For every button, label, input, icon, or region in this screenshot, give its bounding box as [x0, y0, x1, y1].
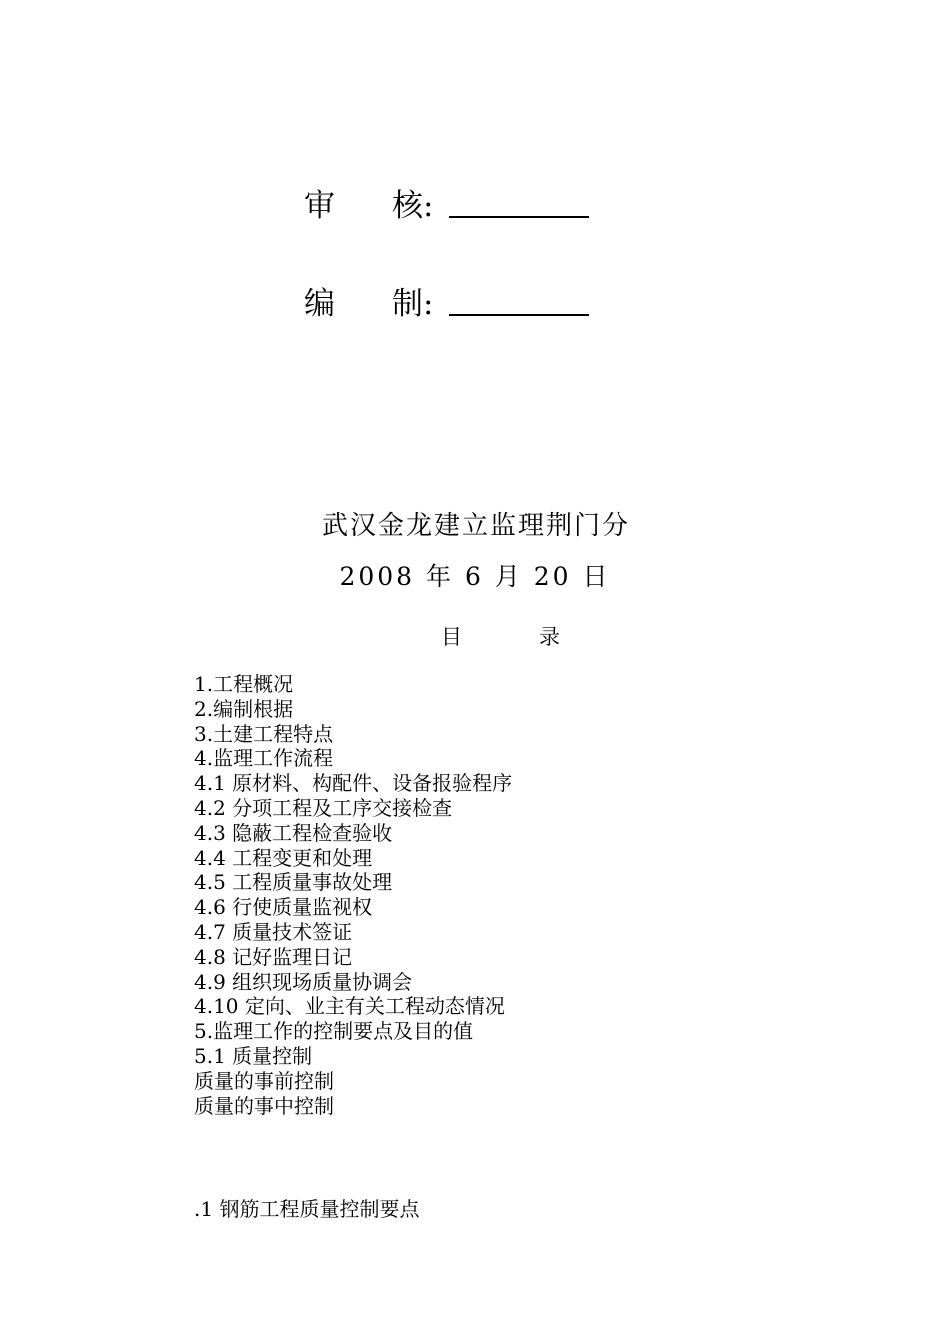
organization-name	[0, 505, 950, 542]
toc-item: 2.编制根据	[194, 696, 294, 721]
toc-item: 4.9 组织现场质量协调会	[194, 969, 413, 994]
compile-label-char1: 编	[304, 286, 335, 322]
compile-signoff-row	[304, 280, 589, 320]
toc-heading	[441, 621, 560, 651]
toc-heading-char1: 目	[441, 625, 462, 649]
toc-item: 3.土建工程特点	[194, 721, 334, 746]
toc-item: 4.监理工作流程	[194, 746, 334, 771]
document-date: 2008 年 6 月 20 日	[339, 562, 611, 591]
review-label-char1: 审	[304, 188, 335, 224]
toc-item: 5.1 质量控制	[194, 1043, 313, 1068]
toc-item: 4.3 隐蔽工程检查验收	[194, 820, 393, 845]
toc-item: 4.6 行使质量监视权	[194, 895, 373, 920]
toc-item: 质量的事中控制	[194, 1093, 334, 1118]
toc-item: 1.工程概况	[194, 672, 294, 696]
compile-label-char2: 制	[392, 286, 423, 322]
compile-signature-line	[449, 314, 589, 316]
toc-item: 质量的事前控制	[194, 1068, 334, 1093]
review-signoff-row	[304, 182, 589, 222]
toc-item: 4.4 工程变更和处理	[194, 845, 373, 870]
review-label-colon: :	[423, 188, 434, 224]
toc-item: 4.8 记好监理日记	[194, 944, 353, 969]
toc-item: 4.5 工程质量事故处理	[194, 870, 393, 895]
toc-item: 4.7 质量技术签证	[194, 919, 353, 944]
compile-label-colon: :	[423, 286, 434, 322]
toc-list	[194, 672, 512, 1118]
toc-item: 4.1 原材料、构配件、设备报验程序	[194, 771, 513, 796]
toc-heading-char2: 录	[539, 625, 560, 649]
review-label-char2: 核	[392, 188, 423, 224]
organization-name-text: 武汉金龙建立监理荆门分	[321, 511, 630, 541]
review-signature-line	[449, 216, 589, 218]
toc-tail-item: .1 钢筋工程质量控制要点	[194, 1197, 420, 1221]
toc-item: 4.10 定向、业主有关工程动态情况	[194, 994, 505, 1019]
toc-item: 4.2 分项工程及工序交接检查	[194, 795, 453, 820]
toc-item: 5.监理工作的控制要点及目的值	[194, 1019, 474, 1044]
